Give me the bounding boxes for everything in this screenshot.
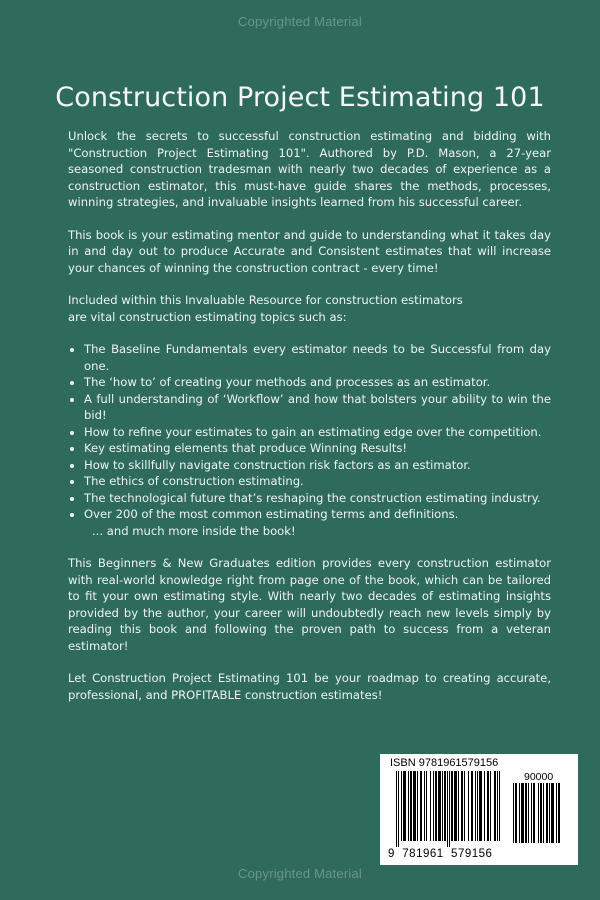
barcode-bar [435, 771, 437, 841]
edition-paragraph: This Beginners & New Graduates edition provides every construction estimator with real-world knowledge right from page one of the book, which can be tailored to fit your own estimating style. With nearly two decades of estimating insights provided by the author, your career will undoubtedly reach new levels simply by reading this book and following the proven path to success from a veteran estimator! [68, 556, 551, 653]
barcode-bar [513, 783, 514, 843]
topic-item: • Over 200 of the most common estimating terms and definitions. [84, 506, 551, 523]
topic-item: • A full understanding of ‘Workflow’ and how that bolsters your ability to win the bid! [84, 391, 551, 424]
barcode-bar [444, 771, 446, 841]
barcode-bar [458, 771, 459, 841]
book-title: Construction Project Estimating 101 [55, 82, 545, 113]
barcode-bar [424, 771, 425, 841]
barcode-bar [521, 783, 524, 843]
barcode-bar [519, 783, 520, 843]
barcode-bar [551, 783, 554, 843]
barcode-bar [538, 783, 539, 843]
included-paragraph [68, 292, 551, 325]
barcode-bar [433, 771, 434, 841]
barcode-bar [499, 771, 500, 841]
barcode-bar [417, 771, 418, 841]
barcode-bar [531, 783, 532, 843]
barcode-bar [449, 771, 450, 847]
barcode-bar [410, 771, 412, 841]
more-inside-text: ... and much more inside the book! [92, 523, 296, 538]
topics-list [68, 341, 551, 523]
closing-paragraph: Let Construction Project Estimating 101 be your roadmap to creating accurate, professional, and PROFITABLE construction estimates! [68, 671, 551, 702]
barcode-bar [533, 783, 535, 843]
price-code: 90000 [524, 771, 554, 783]
barcode-bar [558, 783, 560, 843]
barcode-bar [396, 771, 397, 847]
barcode-digits: 9 781961 579156 [388, 848, 493, 860]
topic-item: • The ethics of construction estimating. [84, 473, 551, 490]
intro-paragraph: Unlock the secrets to successful construction estimating and bidding with "Construction Project Estimating 101". Authored by P.D. Mason, a 27-year seasoned construction tradesman with nearly two decades of experience as a construction estimator, this must-have guide shares the methods, processes, winning strategies, and invaluable insights learned from his successful career. [68, 129, 551, 209]
barcode-bar [556, 783, 557, 843]
topic-item: • The technological future that’s reshaping the construction estimating industry. [84, 490, 551, 507]
barcode-bar [426, 771, 427, 841]
topic-item: • Key estimating elements that produce Winning Results! [84, 440, 551, 457]
barcode-bar [479, 771, 482, 841]
barcode-bar [546, 783, 548, 843]
topic-item: • How to skillfully navigate construction risk factors as an estimator. [84, 457, 551, 474]
barcode-bar [490, 771, 491, 841]
barcode-bar [515, 783, 517, 843]
barcode-bar [494, 771, 496, 841]
topic-item: • The Baseline Fundamentals every estimator needs to be Successful from day one. [84, 341, 551, 374]
barcode-bar [442, 771, 443, 841]
barcode-bar [413, 771, 416, 841]
barcode-bar [451, 771, 453, 841]
isbn-barcode [380, 754, 578, 865]
watermark-top: Copyrighted Material [238, 14, 362, 29]
barcode-bar [543, 783, 544, 843]
barcode-bar [471, 771, 473, 841]
barcode-bar [454, 771, 457, 841]
barcode-bar [487, 771, 489, 841]
barcode-bar [475, 771, 476, 841]
barcode-bar [438, 771, 441, 841]
included-line-2: are vital construction estimating topics such as: [68, 309, 347, 324]
topic-item: • How to refine your estimates to gain an estimating edge over the competition. [84, 424, 551, 441]
barcode-bar [477, 771, 478, 841]
barcode-bar [540, 783, 542, 843]
watermark-bottom: Copyrighted Material [238, 866, 362, 881]
mentor-paragraph: This book is your estimating mentor and guide to understanding what it takes day in and day out to produce Accurate and Consistent estimates that will increase your chances of winning the construction contract - every time! [68, 227, 551, 275]
barcode-bar [484, 771, 485, 841]
included-line-1: Included within this Invaluable Resource for construction estimators [68, 293, 463, 307]
barcode-bar [528, 783, 529, 843]
barcode-bar [430, 771, 431, 841]
barcode-bar [447, 771, 448, 847]
barcode-bar [420, 771, 422, 841]
barcode-bar [549, 783, 550, 843]
barcode-bar [461, 771, 463, 841]
barcode-bar [408, 771, 409, 841]
barcode-bar [401, 771, 402, 841]
barcode-main-bars [396, 771, 508, 849]
barcode-addon-bars [513, 783, 569, 847]
barcode-bar [403, 771, 406, 841]
barcode-bar [497, 771, 498, 841]
barcode-bar [398, 771, 399, 847]
barcode-bar [468, 771, 469, 841]
barcode-bar [525, 783, 527, 843]
barcode-bar [464, 771, 465, 841]
topic-item: • The ‘how to’ of creating your methods and processes as an estimator. [84, 374, 551, 391]
isbn-label: ISBN 9781961579156 [390, 757, 499, 769]
back-cover-text [68, 128, 551, 719]
